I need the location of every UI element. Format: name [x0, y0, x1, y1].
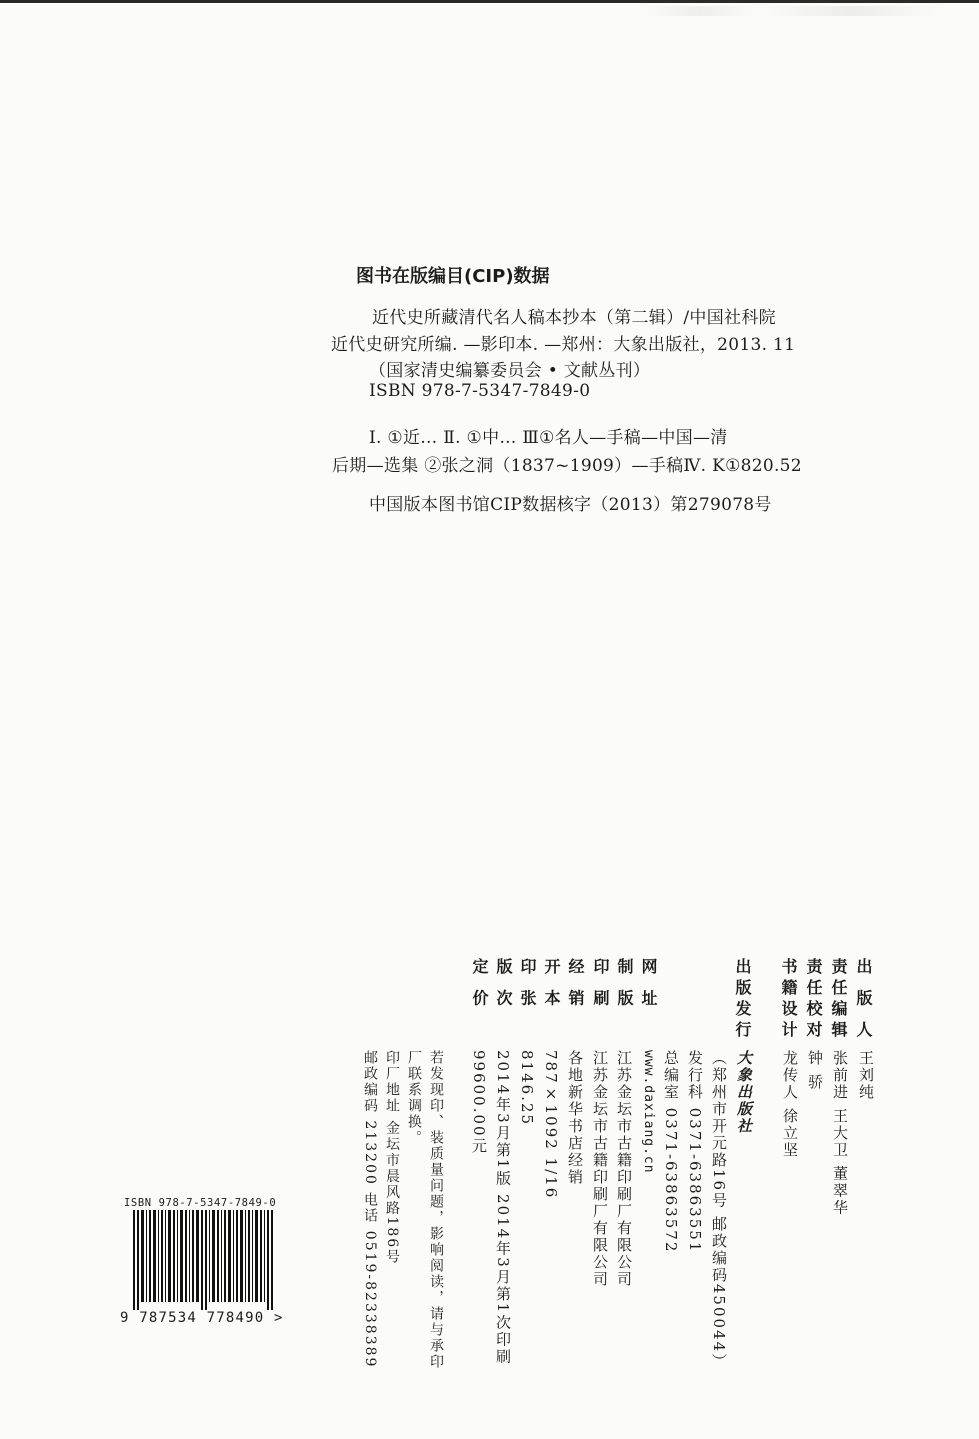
notice-line-2: 厂联系调换。	[406, 1050, 422, 1146]
price-value: 99600.00元	[470, 1050, 488, 1155]
press-logo: 大象出版社	[735, 1050, 753, 1135]
publisher-label: 出 版 人	[854, 958, 873, 1043]
format-label: 开 本	[542, 958, 561, 1011]
print-label: 印 刷	[591, 958, 610, 1011]
cip-line-3: （国家清史编纂委员会 • 文献丛刊）	[369, 361, 651, 381]
sheets-label: 印 张	[518, 958, 537, 1011]
cip-line-2: 近代史研究所编. —影印本. —郑州：大象出版社，2013. 11	[331, 335, 796, 355]
editors-names: 张前进 王大卫 董翠华	[831, 1050, 849, 1217]
designers-label: 书籍设计	[779, 958, 798, 1042]
website-url: www.daxiang.cn	[641, 1050, 656, 1174]
format-value: 787×1092 1/16	[542, 1050, 560, 1200]
print-company: 江苏金坛市古籍印刷厂有限公司	[591, 1050, 609, 1288]
plate-company: 江苏金坛市古籍印刷厂有限公司	[615, 1050, 633, 1288]
chief-office-phone: 总编室 0371-63863572	[662, 1050, 680, 1254]
issuing-phone: 发行科 0371-63863551	[686, 1050, 704, 1254]
publisher-name: 王刘纯	[857, 1050, 875, 1101]
notice-line-1: 若发现印、装质量问题，影响阅读，请与承印	[428, 1050, 444, 1370]
press-address: （郑州市开元路16号 邮政编码450044）	[710, 1050, 728, 1371]
distributor-name: 各地新华书店经销	[566, 1050, 584, 1186]
cip-isbn: ISBN 978-7-5347-7849-0	[369, 381, 591, 401]
cip-line-1: 近代史所藏清代名人稿本抄本（第二辑）/中国社科院	[372, 308, 776, 328]
cip-title: 图书在版编目(CIP)数据	[356, 266, 550, 287]
distribution-label: 出版发行	[733, 958, 752, 1042]
designers-names: 龙传人 徐立坚	[781, 1050, 799, 1159]
sheets-value: 8146.25	[518, 1050, 536, 1127]
top-edge-line	[0, 0, 979, 3]
edition-value: 2014年3月第1版 2014年3月第1次印刷	[494, 1050, 512, 1366]
distributor-label: 经 销	[566, 958, 585, 1011]
factory-address: 印厂地址 金坛市晨风路186号	[384, 1050, 400, 1266]
cip-class-1: Ⅰ. ①近… Ⅱ. ①中… Ⅲ①名人—手稿—中国—清	[369, 428, 728, 448]
barcode-isbn-text: ISBN 978-7-5347-7849-0	[124, 1197, 277, 1209]
isbn-barcode	[133, 1210, 283, 1310]
website-label: 网 址	[639, 958, 658, 1011]
cip-class-2: 后期—选集 ②张之洞（1837~1909）—手稿Ⅳ. K①820.52	[332, 456, 802, 476]
proofreader-name: 钟 骄	[806, 1050, 824, 1091]
scan-noise	[640, 6, 940, 16]
editors-label: 责任编辑	[829, 958, 848, 1042]
price-label: 定 价	[470, 958, 489, 1011]
plate-label: 制 版	[615, 958, 634, 1011]
cip-verification: 中国版本图书馆CIP数据核字（2013）第279078号	[369, 495, 772, 515]
factory-postcode: 邮政编码 213200 电话 0519-82338389	[362, 1050, 378, 1369]
barcode-digits: 9 787534 778490 >	[120, 1310, 284, 1326]
edition-label: 版 次	[494, 958, 513, 1011]
proofreader-label: 责任校对	[804, 958, 823, 1042]
